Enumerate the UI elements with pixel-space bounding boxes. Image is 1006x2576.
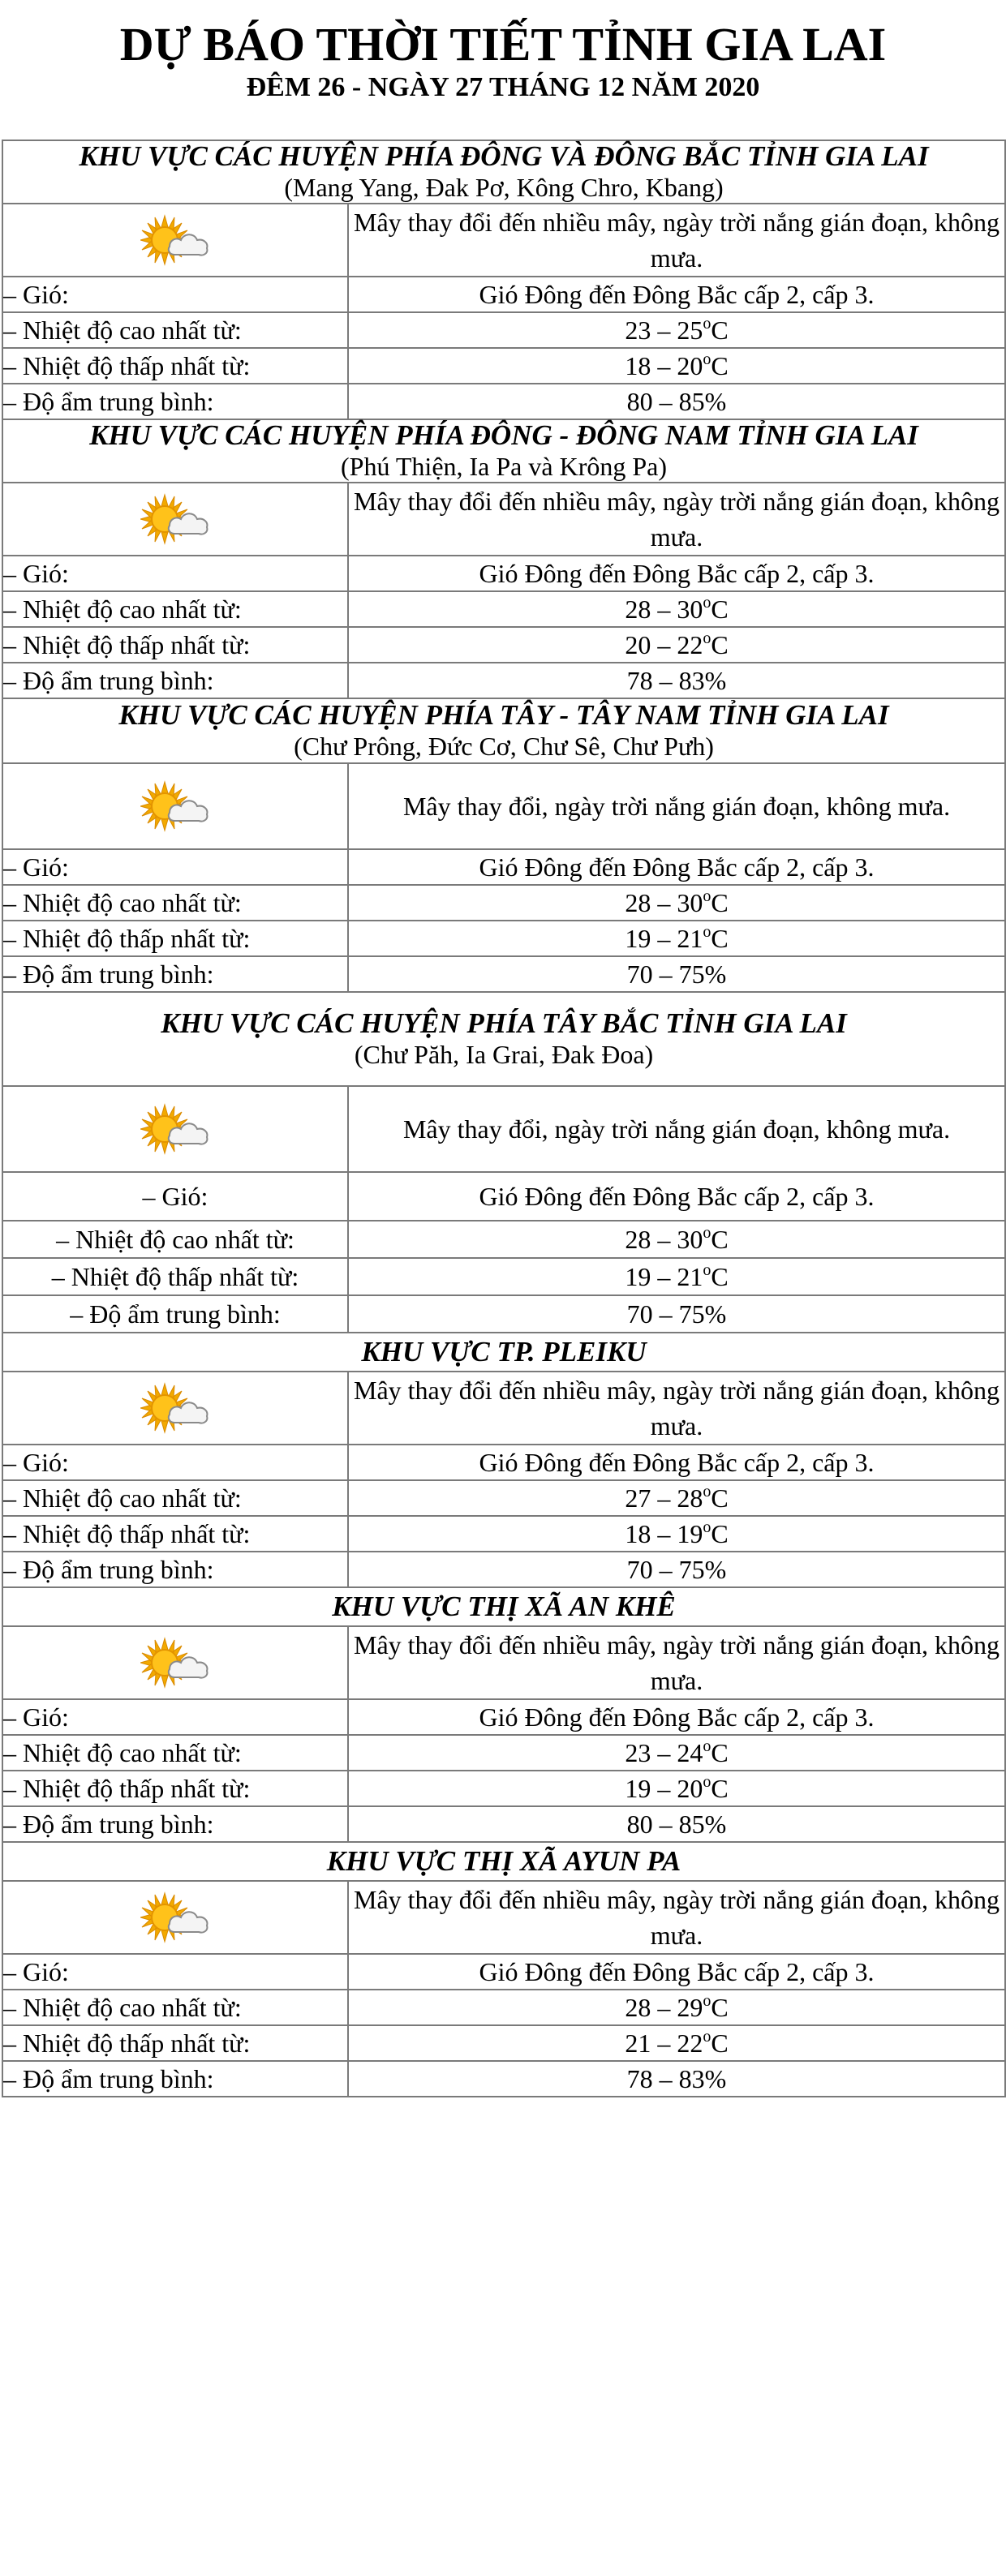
max-temp-value	[348, 1735, 1005, 1771]
humidity-value-text: 70 – 75%	[626, 959, 727, 989]
sky-row	[2, 1372, 1005, 1445]
degree-mark: o	[703, 922, 712, 941]
max-temp-label: – Nhiệt độ cao nhất từ:	[2, 1735, 348, 1771]
wind-label: – Gió:	[2, 277, 348, 312]
min-temp-label: – Nhiệt độ thấp nhất từ:	[2, 1258, 348, 1295]
degree-mark: o	[703, 1518, 712, 1536]
wind-label: – Gió:	[2, 556, 348, 591]
sky-row	[2, 1086, 1005, 1172]
region-header-row	[2, 992, 1005, 1086]
humidity-row	[2, 956, 1005, 992]
sun-behind-cloud-icon	[140, 493, 210, 545]
celsius-unit: C	[711, 629, 729, 659]
humidity-value	[348, 1806, 1005, 1842]
wind-value	[348, 277, 1005, 312]
wind-label: – Gió:	[2, 1172, 348, 1221]
sky-row	[2, 204, 1005, 277]
max-temp-value	[348, 312, 1005, 348]
humidity-row	[2, 2061, 1005, 2097]
max-temp-row	[2, 591, 1005, 627]
weather-icon-cell	[2, 204, 348, 277]
region-name: KHU VỰC CÁC HUYỆN PHÍA TÂY - TÂY NAM TỈNH GIA LAI	[118, 699, 889, 731]
weather-icon-cell	[2, 1626, 348, 1699]
sun-behind-cloud-icon	[140, 1382, 210, 1434]
weather-icon-cell	[2, 1372, 348, 1445]
region-name: KHU VỰC THỊ XÃ AN KHÊ	[332, 1591, 676, 1622]
weather-icon-cell	[2, 1881, 348, 1954]
max-temp-value-text: 23 – 24	[625, 1737, 703, 1767]
humidity-label: – Độ ẩm trung bình:	[2, 663, 348, 698]
min-temp-value-text: 20 – 22	[625, 629, 703, 659]
wind-row	[2, 849, 1005, 885]
sky-description: Mây thay đổi đến nhiều mây, ngày trời nắng gián đoạn, không mưa.	[348, 1626, 1005, 1699]
max-temp-row	[2, 885, 1005, 921]
min-temp-value-text: 18 – 19	[625, 1518, 703, 1548]
sky-description: Mây thay đổi, ngày trời nắng gián đoạn, không mưa.	[348, 1086, 1005, 1172]
humidity-row	[2, 663, 1005, 698]
min-temp-row	[2, 1258, 1005, 1295]
humidity-row	[2, 1806, 1005, 1842]
min-temp-row	[2, 1516, 1005, 1552]
region-name: KHU VỰC TP. PLEIKU	[361, 1336, 647, 1367]
humidity-row	[2, 1295, 1005, 1333]
max-temp-value-text: 28 – 30	[625, 887, 703, 917]
humidity-value	[348, 956, 1005, 992]
sky-description: Mây thay đổi, ngày trời nắng gián đoạn, không mưa.	[348, 763, 1005, 849]
wind-value-text: Gió Đông đến Đông Bắc cấp 2, cấp 3.	[479, 558, 875, 588]
page-title: DỰ BÁO THỜI TIẾT TỈNH GIA LAI	[119, 18, 887, 71]
min-temp-value-text: 19 – 21	[625, 1261, 703, 1291]
celsius-unit: C	[711, 1261, 729, 1291]
weather-icon-cell	[2, 1086, 348, 1172]
max-temp-value-text: 27 – 28	[625, 1483, 703, 1513]
max-temp-value-text: 28 – 30	[625, 594, 703, 624]
min-temp-label: – Nhiệt độ thấp nhất từ:	[2, 348, 348, 384]
humidity-label: – Độ ẩm trung bình:	[2, 2061, 348, 2097]
region-name: KHU VỰC CÁC HUYỆN PHÍA ĐÔNG - ĐÔNG NAM TỈNH GIA LAI	[89, 419, 918, 451]
region-header	[2, 140, 1005, 204]
min-temp-value	[348, 627, 1005, 663]
sky-description: Mây thay đổi đến nhiều mây, ngày trời nắng gián đoạn, không mưa.	[348, 204, 1005, 277]
region-header	[2, 1842, 1005, 1881]
sky-description: Mây thay đổi đến nhiều mây, ngày trời nắng gián đoạn, không mưa.	[348, 483, 1005, 556]
wind-value	[348, 556, 1005, 591]
degree-mark: o	[703, 1991, 712, 2010]
region-name: KHU VỰC CÁC HUYỆN PHÍA ĐÔNG VÀ ĐÔNG BẮC TỈNH GIA LAI	[79, 140, 929, 172]
wind-label: – Gió:	[2, 849, 348, 885]
celsius-unit: C	[711, 2028, 729, 2058]
humidity-value	[348, 384, 1005, 419]
wind-value	[348, 1699, 1005, 1735]
max-temp-value	[348, 885, 1005, 921]
degree-mark: o	[703, 593, 712, 612]
min-temp-value	[348, 921, 1005, 956]
sky-row	[2, 1881, 1005, 1954]
humidity-value-text: 70 – 75%	[626, 1554, 727, 1584]
wind-label: – Gió:	[2, 1445, 348, 1480]
max-temp-label: – Nhiệt độ cao nhất từ:	[2, 591, 348, 627]
page-subtitle: ĐÊM 26 - NGÀY 27 THÁNG 12 NĂM 2020	[246, 72, 760, 102]
max-temp-label: – Nhiệt độ cao nhất từ:	[2, 1221, 348, 1258]
max-temp-value	[348, 1990, 1005, 2025]
humidity-label: – Độ ẩm trung bình:	[2, 1552, 348, 1587]
max-temp-label: – Nhiệt độ cao nhất từ:	[2, 1480, 348, 1516]
degree-mark: o	[703, 1772, 712, 1791]
celsius-unit: C	[711, 1483, 729, 1513]
max-temp-value	[348, 1221, 1005, 1258]
wind-value-text: Gió Đông đến Đông Bắc cấp 2, cấp 3.	[479, 1702, 875, 1732]
max-temp-row	[2, 1480, 1005, 1516]
min-temp-label: – Nhiệt độ thấp nhất từ:	[2, 1771, 348, 1806]
sky-row	[2, 763, 1005, 849]
region-header	[2, 1333, 1005, 1372]
min-temp-value	[348, 1258, 1005, 1295]
max-temp-row	[2, 1221, 1005, 1258]
humidity-value	[348, 663, 1005, 698]
wind-label: – Gió:	[2, 1699, 348, 1735]
degree-mark: o	[703, 314, 712, 333]
region-header	[2, 992, 1005, 1086]
min-temp-label: – Nhiệt độ thấp nhất từ:	[2, 1516, 348, 1552]
sky-row	[2, 1626, 1005, 1699]
min-temp-row	[2, 921, 1005, 956]
wind-row	[2, 556, 1005, 591]
region-name: KHU VỰC THỊ XÃ AYUN PA	[326, 1845, 681, 1877]
region-districts: (Phú Thiện, Ia Pa và Krông Pa)	[341, 452, 667, 481]
humidity-value-text: 80 – 85%	[626, 386, 727, 416]
min-temp-label: – Nhiệt độ thấp nhất từ:	[2, 921, 348, 956]
sky-row	[2, 483, 1005, 556]
humidity-row	[2, 1552, 1005, 1587]
min-temp-label: – Nhiệt độ thấp nhất từ:	[2, 627, 348, 663]
min-temp-row	[2, 1771, 1005, 1806]
celsius-unit: C	[711, 1224, 729, 1254]
min-temp-value-text: 19 – 21	[625, 923, 703, 953]
sun-behind-cloud-icon	[140, 1891, 210, 1943]
region-districts: (Mang Yang, Đak Pơ, Kông Chro, Kbang)	[284, 173, 724, 202]
humidity-value	[348, 1552, 1005, 1587]
celsius-unit: C	[711, 350, 729, 380]
min-temp-value	[348, 1516, 1005, 1552]
wind-value-text: Gió Đông đến Đông Bắc cấp 2, cấp 3.	[479, 279, 875, 309]
sky-description: Mây thay đổi đến nhiều mây, ngày trời nắng gián đoạn, không mưa.	[348, 1372, 1005, 1445]
max-temp-label: – Nhiệt độ cao nhất từ:	[2, 1990, 348, 2025]
min-temp-label: – Nhiệt độ thấp nhất từ:	[2, 2025, 348, 2061]
celsius-unit: C	[711, 1737, 729, 1767]
degree-mark: o	[703, 1737, 712, 1755]
wind-value-text: Gió Đông đến Đông Bắc cấp 2, cấp 3.	[479, 1181, 875, 1211]
wind-label: – Gió:	[2, 1954, 348, 1990]
region-header-row	[2, 1842, 1005, 1881]
wind-value	[348, 849, 1005, 885]
humidity-label: – Độ ẩm trung bình:	[2, 956, 348, 992]
min-temp-row	[2, 2025, 1005, 2061]
region-header	[2, 419, 1005, 483]
wind-row	[2, 1699, 1005, 1735]
max-temp-value	[348, 1480, 1005, 1516]
humidity-label: – Độ ẩm trung bình:	[2, 1295, 348, 1333]
max-temp-value	[348, 591, 1005, 627]
sun-behind-cloud-icon	[140, 1103, 210, 1155]
region-header-row	[2, 1587, 1005, 1626]
min-temp-value-text: 21 – 22	[625, 2028, 703, 2058]
min-temp-value	[348, 348, 1005, 384]
celsius-unit: C	[711, 1773, 729, 1803]
region-name: KHU VỰC CÁC HUYỆN PHÍA TÂY BẮC TỈNH GIA LAI	[161, 1007, 847, 1039]
region-header-row	[2, 1333, 1005, 1372]
wind-value	[348, 1172, 1005, 1221]
humidity-value-text: 70 – 75%	[626, 1299, 727, 1329]
min-temp-row	[2, 627, 1005, 663]
celsius-unit: C	[711, 923, 729, 953]
humidity-value	[348, 1295, 1005, 1333]
degree-mark: o	[703, 350, 712, 368]
max-temp-row	[2, 312, 1005, 348]
min-temp-value-text: 18 – 20	[625, 350, 703, 380]
wind-row	[2, 277, 1005, 312]
max-temp-label: – Nhiệt độ cao nhất từ:	[2, 885, 348, 921]
wind-row	[2, 1445, 1005, 1480]
sun-behind-cloud-icon	[140, 1637, 210, 1689]
region-header	[2, 698, 1005, 763]
degree-mark: o	[703, 629, 712, 647]
degree-mark: o	[703, 1482, 712, 1501]
sun-behind-cloud-icon	[140, 214, 210, 266]
degree-mark: o	[703, 1223, 712, 1242]
celsius-unit: C	[711, 594, 729, 624]
celsius-unit: C	[711, 1992, 729, 2022]
min-temp-row	[2, 348, 1005, 384]
max-temp-value-text: 23 – 25	[625, 315, 703, 345]
degree-mark: o	[703, 887, 712, 905]
max-temp-row	[2, 1735, 1005, 1771]
wind-value-text: Gió Đông đến Đông Bắc cấp 2, cấp 3.	[479, 852, 875, 882]
max-temp-value-text: 28 – 29	[625, 1992, 703, 2022]
region-header-row	[2, 698, 1005, 763]
region-districts: (Chư Păh, Ia Grai, Đak Đoa)	[354, 1040, 654, 1069]
max-temp-row	[2, 1990, 1005, 2025]
wind-row	[2, 1172, 1005, 1221]
region-header-row	[2, 419, 1005, 483]
humidity-value-text: 80 – 85%	[626, 1809, 727, 1839]
region-districts: (Chư Prông, Đức Cơ, Chư Sê, Chư Pưh)	[294, 732, 714, 761]
max-temp-value-text: 28 – 30	[625, 1224, 703, 1254]
celsius-unit: C	[711, 1518, 729, 1548]
weather-icon-cell	[2, 483, 348, 556]
min-temp-value	[348, 2025, 1005, 2061]
degree-mark: o	[703, 2027, 712, 2046]
celsius-unit: C	[711, 887, 729, 917]
sky-description: Mây thay đổi đến nhiều mây, ngày trời nắng gián đoạn, không mưa.	[348, 1881, 1005, 1954]
humidity-row	[2, 384, 1005, 419]
degree-mark: o	[703, 1260, 712, 1279]
min-temp-value-text: 19 – 20	[625, 1773, 703, 1803]
wind-value-text: Gió Đông đến Đông Bắc cấp 2, cấp 3.	[479, 1447, 875, 1477]
wind-value-text: Gió Đông đến Đông Bắc cấp 2, cấp 3.	[479, 1956, 875, 1986]
weather-icon-cell	[2, 763, 348, 849]
humidity-label: – Độ ẩm trung bình:	[2, 1806, 348, 1842]
wind-row	[2, 1954, 1005, 1990]
forecast-table	[2, 140, 1006, 2097]
region-header	[2, 1587, 1005, 1626]
humidity-value	[348, 2061, 1005, 2097]
humidity-value-text: 78 – 83%	[626, 2063, 727, 2093]
humidity-label: – Độ ẩm trung bình:	[2, 384, 348, 419]
humidity-value-text: 78 – 83%	[626, 665, 727, 695]
celsius-unit: C	[711, 315, 729, 345]
wind-value	[348, 1445, 1005, 1480]
max-temp-label: – Nhiệt độ cao nhất từ:	[2, 312, 348, 348]
min-temp-value	[348, 1771, 1005, 1806]
wind-value	[348, 1954, 1005, 1990]
sun-behind-cloud-icon	[140, 780, 210, 832]
region-header-row	[2, 140, 1005, 204]
